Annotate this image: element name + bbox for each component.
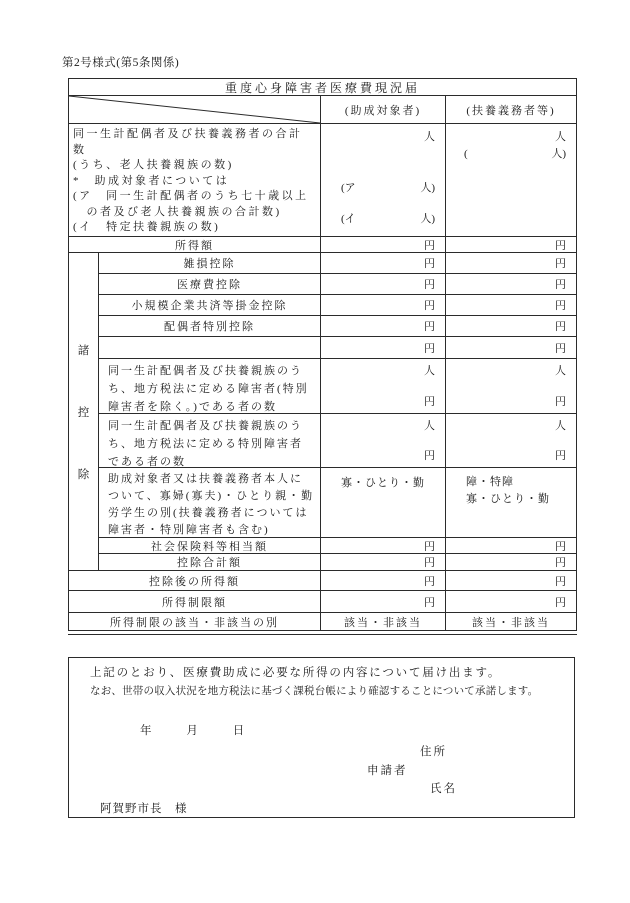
item-b-open: (イ (341, 213, 356, 225)
option-text: 障・特障 (466, 476, 514, 488)
disabled-count-row (99, 359, 576, 414)
yen-unit: 円 (555, 450, 566, 462)
label-line: (ア 同一生計配偶者のうち七十歳以上 (73, 190, 309, 202)
household-count-label (69, 124, 321, 236)
label-line: 障害者・特別障害者も含む) (108, 524, 270, 536)
applicant-label: 申請者 (367, 765, 408, 777)
yen-unit: 円 (555, 396, 566, 408)
yen-unit: 円 (424, 575, 435, 588)
small-business-deduction-row (99, 295, 576, 316)
item-a-unit: 人) (420, 182, 435, 194)
yen-unit: 円 (424, 239, 435, 252)
row-label: 社会保険料等相当額 (99, 538, 321, 553)
label-line: 同一生計配偶者及び扶養義務者の合計 (73, 128, 303, 140)
yen-unit: 円 (555, 279, 566, 291)
household-dependent-cell (446, 124, 576, 236)
yen-unit: 円 (555, 540, 566, 553)
widow-status-label (99, 468, 321, 537)
declaration-line1: 上記のとおり、医療費助成に必要な所得の内容について届け出ます。 (90, 667, 502, 679)
diagonal-line (69, 96, 320, 123)
row-label: 控除合計額 (99, 554, 321, 570)
declaration-line2: なお、世帯の収入状況を地方税法に基づく課税台帳により確認することについて承諾します。 (90, 686, 539, 697)
income-amount-row (69, 237, 576, 253)
yen-unit: 円 (555, 321, 566, 333)
yen-unit: 円 (424, 450, 435, 462)
label-line: 同一生計配偶者及び扶養親族のう (108, 420, 303, 432)
yen-unit: 円 (424, 540, 435, 553)
yen-unit: 円 (555, 596, 566, 609)
label-line: 助成対象者又は扶養義務者本人に (108, 473, 303, 485)
label-line: * 助成対象者については (73, 174, 230, 187)
yen-unit: 円 (555, 300, 566, 312)
item-a-blank (341, 180, 435, 196)
special-disabled-count-row (99, 414, 576, 468)
vertical-char: 控 (77, 406, 90, 419)
row-label: 配偶者特別控除 (99, 316, 321, 336)
yen-unit: 円 (555, 557, 566, 569)
paren-open: ( (464, 148, 468, 160)
day-label: 日 (232, 725, 246, 737)
deductions-body (99, 253, 576, 570)
label-line: ち、地方税法に定める障害者(特別 (108, 383, 309, 395)
income-status-table (68, 78, 577, 631)
spouse-special-deduction-row (99, 316, 576, 337)
total-deduction-row (99, 554, 576, 570)
label-line: である者の数 (108, 456, 186, 468)
disabled-count-label (99, 359, 321, 413)
dependent-paren-blank (464, 146, 566, 162)
label-line: (うち、老人扶養親族の数) (73, 159, 234, 171)
yen-unit: 円 (424, 258, 435, 270)
yen-unit: 円 (555, 239, 566, 252)
vertical-char: 除 (77, 468, 90, 481)
limit-status-dependent-value: 該当・非該当 (472, 616, 550, 629)
form-number-note: 第2号様式(第5条関係) (62, 57, 180, 69)
household-count-row (69, 124, 576, 237)
limit-status-recipient-value: 該当・非該当 (321, 613, 446, 630)
table-title-row (69, 79, 576, 96)
deductions-vertical-label (69, 253, 99, 570)
label-line: ち、地方税法に定める特別障害者 (108, 438, 303, 450)
label-line: (イ 特定扶養親族の数) (73, 221, 221, 233)
option-text: 寡・ひとり・勤 (341, 477, 425, 489)
person-unit: 人 (555, 131, 566, 143)
row-label (99, 337, 321, 358)
yen-unit: 円 (555, 258, 566, 270)
yen-unit: 円 (555, 575, 566, 588)
paren-unit: 人) (551, 148, 566, 160)
table-title: 重度心身障害者医療費現況届 (224, 80, 420, 95)
label-line: 数 (73, 143, 87, 156)
addressee: 阿賀野市長 様 (100, 803, 188, 815)
person-unit: 人 (424, 420, 435, 432)
row-label: 小規模企業共済等掛金控除 (99, 295, 321, 315)
label-line: 同一生計配偶者及び扶養親族のう (108, 365, 303, 377)
column-header-row (69, 96, 576, 124)
year-label: 年 (140, 725, 153, 737)
casualty-deduction-row (99, 253, 576, 274)
row-label: 雑損控除 (99, 253, 321, 273)
income-amount-label: 所得額 (69, 237, 321, 252)
person-unit: 人 (424, 365, 435, 377)
blank-deduction-row (99, 337, 576, 359)
income-limit-row (69, 591, 576, 613)
diagonal-header-cell (69, 96, 321, 123)
yen-unit: 円 (424, 300, 435, 312)
widow-status-row (99, 468, 576, 538)
widow-dependent-options (446, 468, 576, 537)
yen-unit: 円 (424, 596, 435, 609)
yen-unit: 円 (424, 342, 435, 355)
vertical-char: 諸 (77, 344, 90, 357)
address-label: 住所 (420, 746, 447, 758)
household-recipient-cell (321, 124, 446, 236)
item-b-blank (341, 211, 435, 227)
row-label: 医療費控除 (99, 274, 321, 294)
recipient-column-header: (助成対象者) (321, 96, 446, 123)
yen-unit: 円 (424, 396, 435, 408)
special-disabled-count-label (99, 414, 321, 467)
yen-unit: 円 (424, 321, 435, 333)
declaration-box (68, 657, 575, 818)
medical-deduction-row (99, 274, 576, 295)
deductions-group-row (69, 253, 576, 571)
option-text: 寡・ひとり・勤 (466, 493, 550, 505)
income-limit-label: 所得制限額 (69, 591, 321, 612)
label-line: 障害者を除く。)である者の数 (108, 401, 277, 413)
limit-status-row (69, 613, 576, 630)
label-line: ついて、寡婦(寡夫)・ひとり親・勤 (108, 490, 315, 502)
month-label: 月 (186, 725, 199, 737)
item-a-open: (ア (341, 182, 356, 194)
after-deduction-label: 控除後の所得額 (69, 571, 321, 590)
person-unit: 人 (424, 131, 435, 143)
limit-status-label: 所得制限の該当・非該当の別 (69, 613, 321, 630)
yen-unit: 円 (424, 279, 435, 291)
table-bottom-frame-line (68, 634, 577, 635)
label-line: 労学生の別(扶養義務者については (108, 507, 309, 519)
item-b-unit: 人) (420, 213, 435, 225)
date-line (140, 722, 245, 738)
name-label: 氏名 (430, 783, 457, 795)
person-unit: 人 (555, 365, 566, 377)
yen-unit: 円 (424, 557, 435, 569)
social-insurance-row (99, 538, 576, 554)
label-line: の者及び老人扶養親族の合計数) (73, 205, 282, 218)
yen-unit: 円 (555, 342, 566, 355)
person-unit: 人 (555, 420, 566, 432)
after-deduction-row (69, 571, 576, 591)
widow-recipient-options (321, 468, 446, 537)
dependent-column-header: (扶養義務者等) (466, 104, 556, 117)
